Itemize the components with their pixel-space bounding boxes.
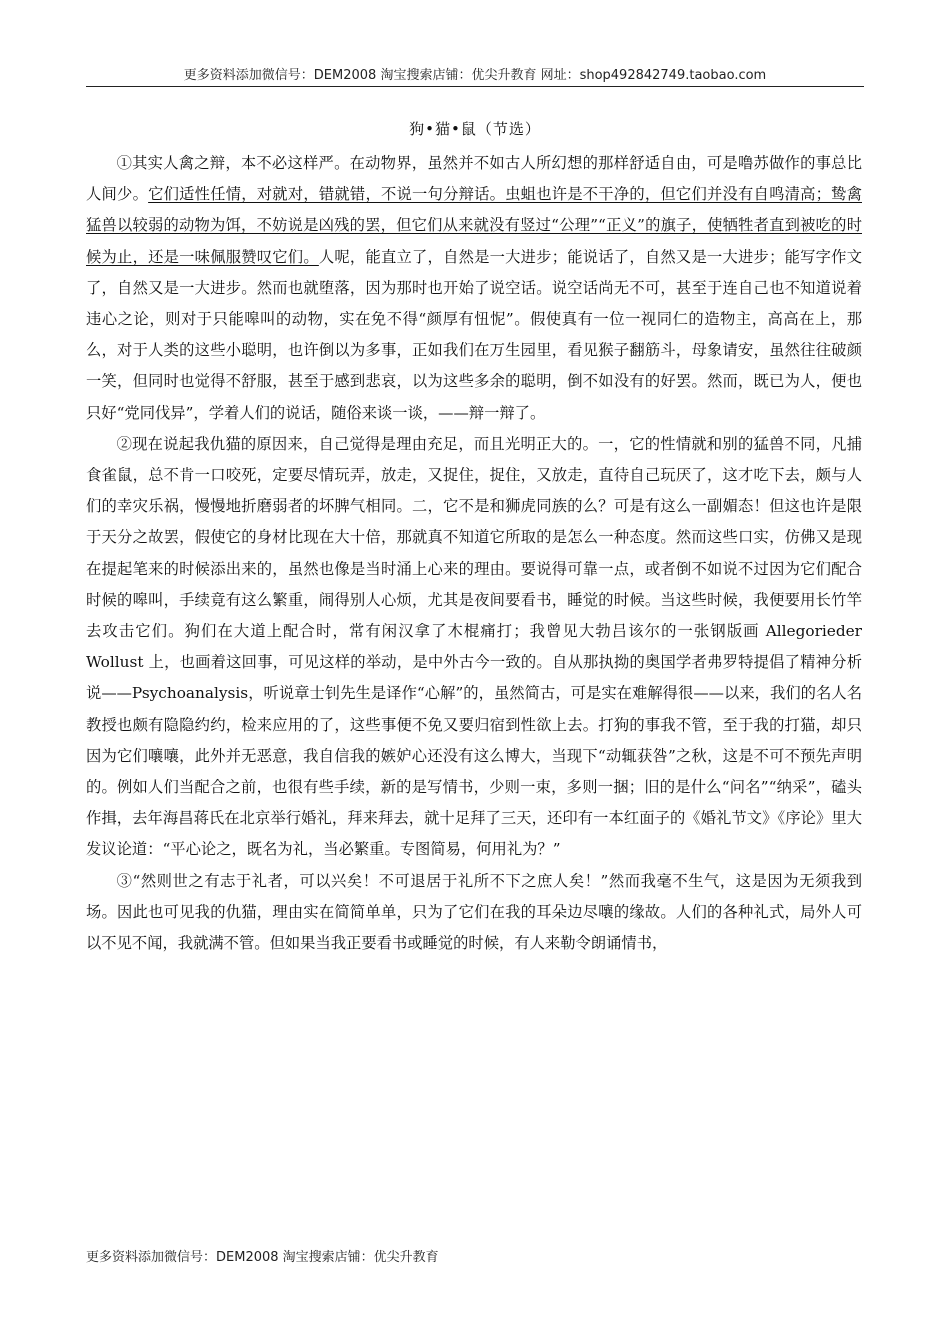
paragraph-1-intro: ①其实人禽之辩，本不必这样严。在动物界，虽然并不如古人所幻想的那样舒适自由，可是噜苏做作的事总比人间少。	[86, 154, 862, 204]
paragraph-1-rest: 人呢，能直立了，自然是一大进步；能说话了，自然又是一大进步；能写字作文了，自然又是一大进步。然而也就堕落，因为那时也开始了说空话。说空话尚无不可，甚至于连自己也不知道说着违心之论，则对于只能嗥叫的动物，实在免不得“颜厚有忸怩”。假使真有一位一视同仁的造物主，高高在上，那么，对于人类的这些小聪明，也许倒以为多事，正如我们在万生园里，看见猴子翻筋斗，母象请安，虽然往往破颜一笑，但同时也觉得不舒服，甚至于感到悲哀，以为这些多余的聪明，倒不如没有的好罢。然而，既已为人，便也只好“党同伐异”，学着人们的说话，随俗来谈一谈，——辩一辩了。	[86, 247, 862, 422]
article-body	[86, 148, 862, 959]
header-divider	[86, 86, 864, 87]
page-header: 更多资料添加微信号：DEM2008 淘宝搜索店铺：优尖升教育 网址：shop492842749.taobao.com	[183, 68, 767, 83]
article-title: 狗•猫•鼠（节选）	[409, 120, 541, 138]
page-footer: 更多资料添加微信号：DEM2008 淘宝搜索店铺：优尖升教育	[86, 1250, 439, 1265]
paragraph-3: ③“然则世之有志于礼者，可以兴矣！不可退居于礼所不下之庶人矣！”然而我毫不生气，这是因为无须我到场。因此也可见我的仇猫，理由实在简简单单，只为了它们在我的耳朵边尽嚷的缘故。人们的各种礼式，局外人可以不见不闻，我就满不管。但如果当我正要看书或睡觉的时候，有人来勒令朗诵情书，	[86, 871, 862, 953]
underlined-passage: 它们适性任情，对就对，错就错，不说一句分辩话。虫蛆也许是不干净的，但它们并没有自鸣清高；鸷禽猛兽以较弱的动物为饵，不妨说是凶残的罢，但它们从来就没有竖过“公理”“正义”的旗子，使牺牲者直到被吃的时候为止，还是一味佩服赞叹它们。	[86, 185, 862, 266]
paragraph-1	[86, 148, 862, 429]
paragraph-2: ②现在说起我仇猫的原因来，自己觉得是理由充足，而且光明正大的。一，它的性情就和别的猛兽不同，凡捕食雀鼠，总不肯一口咬死，定要尽情玩弄，放走，又捉住，捉住，又放走，直待自己玩厌了，这才吃下去，颇与人们的幸灾乐祸，慢慢地折磨弱者的坏脾气相同。二，它不是和狮虎同族的么？可是有这么一副媚态！但这也许是限于天分之故罢，假使它的身材比现在大十倍，那就真不知道它所取的是怎么一种态度。然而这些口实，仿佛又是现在提起笔来的时候添出来的，虽然也像是当时涌上心来的理由。要说得可靠一点，或者倒不如说不过因为它们配合时候的嗥叫，手续竟有这么繁重，闹得别人心烦，尤其是夜间要看书，睡觉的时候。当这些时候，我便要用长竹竿去攻击它们。狗们在大道上配合时，常有闲汉拿了木棍痛打；我曾见大勃吕该尔的一张钢版画 Allegorieder Wollust 上，也画着这回事，可见这样的举动，是中外古今一致的。自从那执拗的奥国学者弗罗特提倡了精神分析说——Psychoanalysis，听说章士钊先生是译作“心解”的，虽然简古，可是实在难解得很——以来，我们的名人名教授也颇有隐隐约约，检来应用的了，这些事便不免又要归宿到性欲上去。打狗的事我不管，至于我的打猫，却只因为它们嚷嚷，此外并无恶意，我自信我的嫉妒心还没有这么博大，当现下“动辄获咎”之秋，这是不可不预先声明的。例如人们当配合之前，也很有些手续，新的是写情书，少则一束，多则一捆；旧的是什么“问名”“纳采”，磕头作揖，去年海昌蒋氏在北京举行婚礼，拜来拜去，就十足拜了三天，还印有一本红面子的《婚礼节文》《序论》里大发议论道：“平心论之，既名为礼，当必繁重。专图简易，何用礼为？”	[86, 434, 862, 859]
